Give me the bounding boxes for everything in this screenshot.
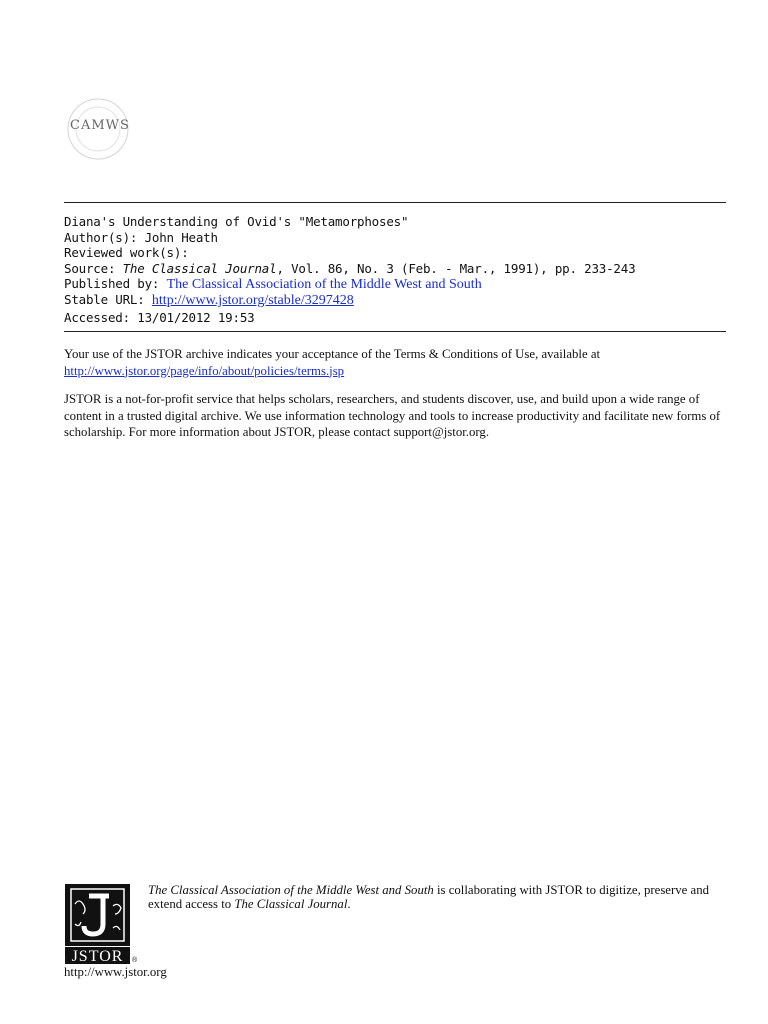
source-line xyxy=(64,261,726,277)
camws-logo xyxy=(62,96,138,162)
published-by-label: Published by: xyxy=(64,276,167,292)
top-divider xyxy=(64,202,726,203)
article-title: Diana's Understanding of Ovid's "Metamorphoses" xyxy=(64,214,409,229)
accessed-date: Accessed: 13/01/2012 19:53 xyxy=(64,309,255,325)
source-label: Source: xyxy=(64,260,123,276)
article-authors: Author(s): John Heath xyxy=(64,229,218,245)
collab-publisher: The Classical Association of the Middle West and South xyxy=(148,883,434,897)
jstor-url[interactable]: http://www.jstor.org xyxy=(64,965,167,979)
stable-url-label: Stable URL: xyxy=(64,291,152,307)
reviewed-works: Reviewed work(s): xyxy=(64,245,189,261)
published-by-line xyxy=(64,276,726,292)
terms-notice xyxy=(64,346,726,379)
jstor-description: JSTOR is a not-for-profit service that helps scholars, researchers, and students discover, use, and build upon a wide range of content in a trusted digital archive. We use information technology and tools to increase productivity and facilitate new forms of scholarship. For more information about JSTOR, please contact support@jstor.org. xyxy=(64,392,721,439)
logo-text: CAMWS xyxy=(70,118,130,133)
bottom-divider xyxy=(64,331,726,332)
jstor-logo-icon xyxy=(65,884,140,964)
source-journal: The Classical Journal xyxy=(122,260,277,276)
stable-url-link[interactable]: http://www.jstor.org/stable/3297428 xyxy=(151,292,354,308)
terms-text: Your use of the JSTOR archive indicates your acceptance of the Terms & Conditions of Use, available at xyxy=(64,347,601,361)
source-details: , Vol. 86, No. 3 (Feb. - Mar., 1991), pp. 233-243 xyxy=(276,260,636,276)
collab-journal: The Classical Journal xyxy=(234,896,348,911)
collab-middle: is collaborating with JSTOR to digitize, preserve and extend access to xyxy=(148,883,709,911)
jstor-logo-text: JSTOR xyxy=(71,948,124,964)
jstor-logo xyxy=(65,884,138,964)
collaboration-note xyxy=(148,884,738,911)
publisher-link[interactable]: The Classical Association of the Middle West and South xyxy=(166,277,482,293)
registered-mark: ® xyxy=(132,957,138,964)
terms-link[interactable]: http://www.jstor.org/page/info/about/policies/terms.jsp xyxy=(64,363,345,378)
citation-block xyxy=(64,214,726,325)
collab-end: . xyxy=(347,896,351,911)
stable-url-line xyxy=(64,292,726,308)
